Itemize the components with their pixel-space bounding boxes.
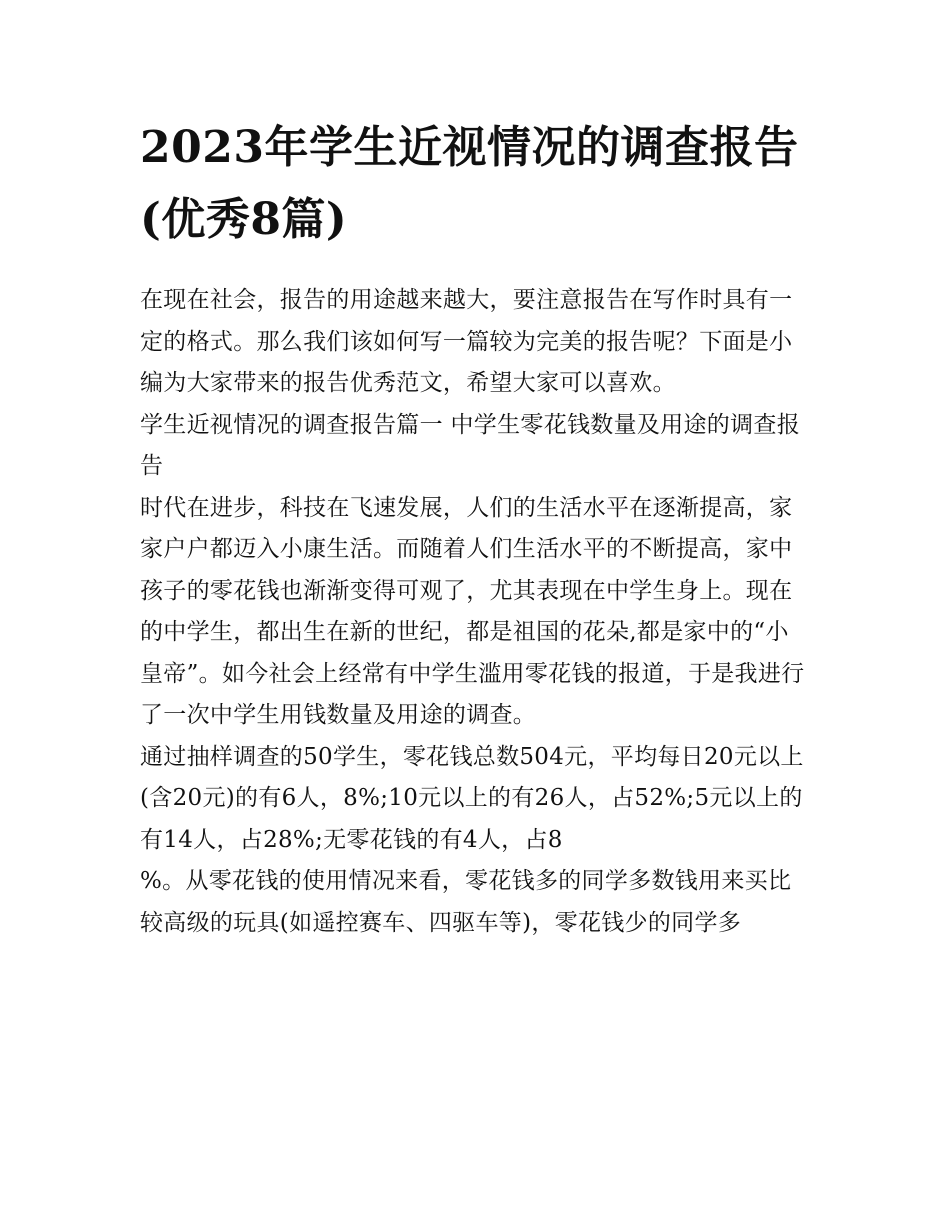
paragraph-usage: %。从零花钱的使用情况来看，零花钱多的同学多数钱用来买比较高级的玩具(如遥控赛车、四驱车等)，零花钱少的同学多 (140, 868, 792, 936)
paragraph-background: 时代在进步，科技在飞速发展，人们的生活水平在逐渐提高，家家户户都迈入小康生活。而随着人们生活水平的不断提高，家中孩子的零花钱也渐渐变得可观了，尤其表现在中学生身上。现在的中学生，都出生在新的世纪，都是祖国的花朵,都是家中的“小皇帝”。如今社会上经常有中学生滥用零花钱的报道，于是我进行了一次中学生用钱数量及用途的调查。 (140, 494, 805, 728)
section-heading: 学生近视情况的调查报告篇一 中学生零花钱数量及用途的调查报告 (140, 411, 801, 479)
paragraph-intro: 在现在社会，报告的用途越来越大，要注意报告在写作时具有一定的格式。那么我们该如何写一篇较为完美的报告呢？下面是小编为大家带来的报告优秀范文，希望大家可以喜欢。 (140, 287, 793, 396)
document-title: 2023年学生近视情况的调查报告(优秀8篇) (140, 122, 799, 245)
paragraph-statistics: 通过抽样调查的50学生，零花钱总数504元，平均每日20元以上(含20元)的有6人，8%;10元以上的有26人，占52%;5元以上的有14人，占28%;无零花钱的有4人，占8 (140, 743, 804, 853)
document-body (140, 280, 812, 944)
